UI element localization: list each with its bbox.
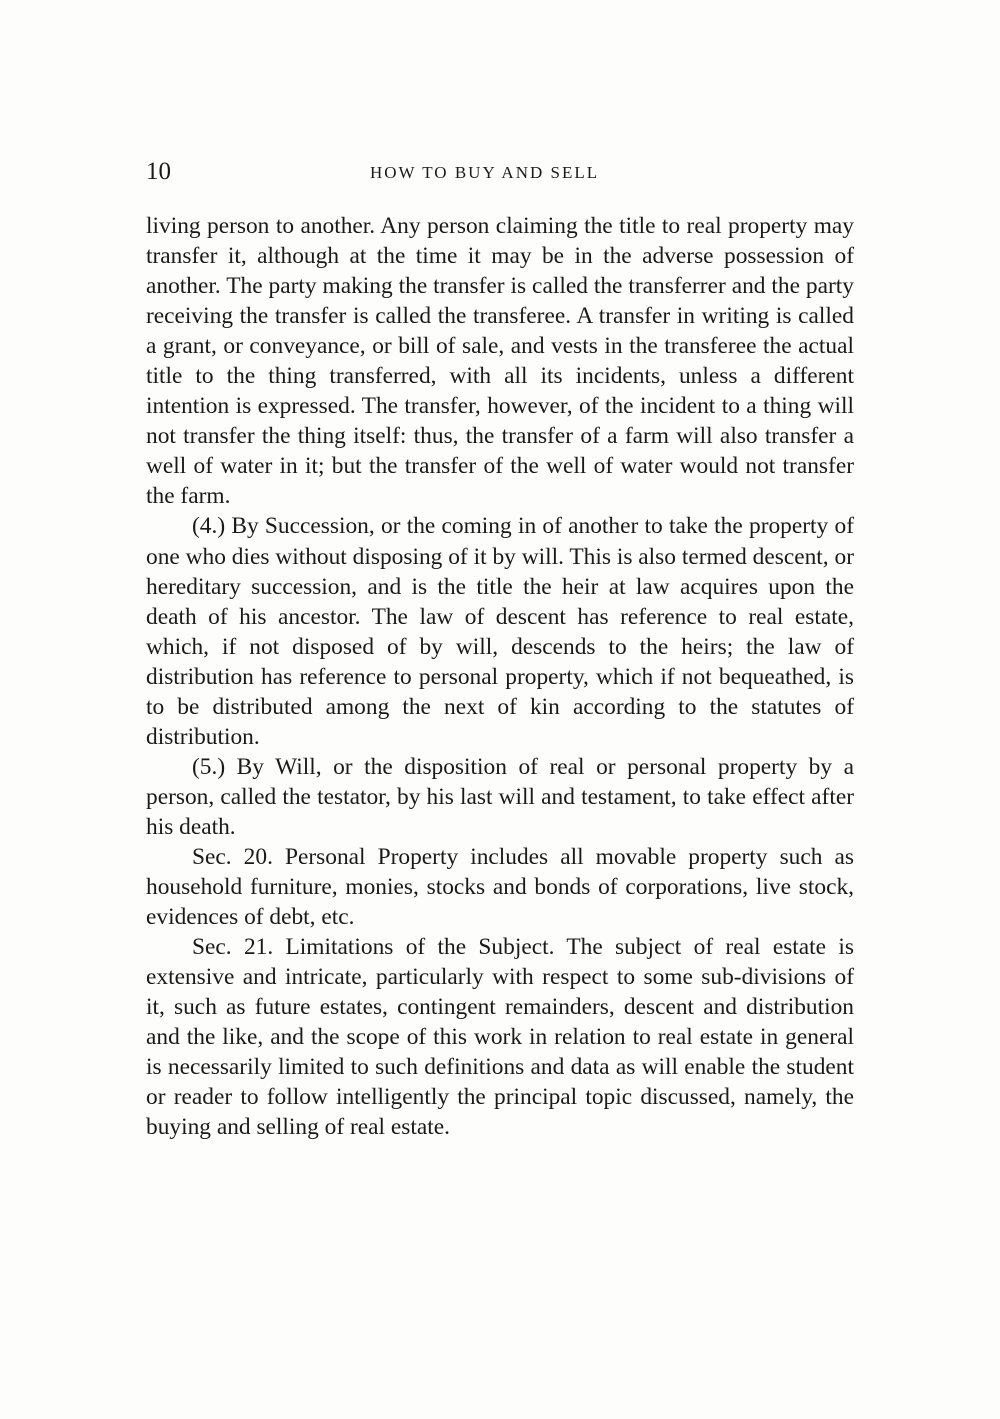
running-title: HOW TO BUY AND SELL (370, 163, 600, 182)
body-text (146, 211, 854, 1142)
paragraph-continued: living person to another. Any person claiming the title to real property may transfer it, although at the time it may be in the adverse possession of another. The party making the transfer is called the transferrer and the party receiving the transfer is called the transferee. A transfer in writing is called a grant, or conveyance, or bill of sale, and vests in the transferee the actual title to the thing transferred, with all its incidents, unless a different intention is expressed. The transfer, however, of the incident to a thing will not transfer the thing itself: thus, the transfer of a farm will also transfer a well of water in it; but the transfer of the well of water would not transfer the farm. (146, 213, 854, 510)
paragraph-section-20: Sec. 20. Personal Property includes all movable property such as household furniture, monies, stocks and bonds of corporations, live stock, evidences of debt, etc. (146, 843, 854, 931)
page-number: 10 (146, 158, 171, 185)
running-head (146, 158, 854, 188)
paragraph-section-21: Sec. 21. Limitations of the Subject. The subject of real estate is extensive and intricate, particularly with respect to some sub-divisions of it, such as future estates, contingent remainders, descent and distribution and the like, and the scope of this work in relation to real estate in general is necessarily limited to such definitions and data as will enable the student or reader to follow intelligently the principal topic discussed, namely, the buying and selling of real estate. (146, 934, 854, 1141)
paragraph-will: (5.) By Will, or the disposition of real or personal property by a person, called the testator, by his last will and testament, to take effect after his death. (146, 753, 854, 840)
paragraph-succession: (4.) By Succession, or the coming in of another to take the property of one who dies without disposing of it by will. This is also termed descent, or hereditary succession, and is the title the heir at law acquires upon the death of his ancestor. The law of descent has reference to real estate, which, if not disposed of by will, descends to the heirs; the law of distribution has reference to personal property, which if not bequeathed, is to be distributed among the next of kin according to the statutes of distribution. (146, 513, 854, 750)
